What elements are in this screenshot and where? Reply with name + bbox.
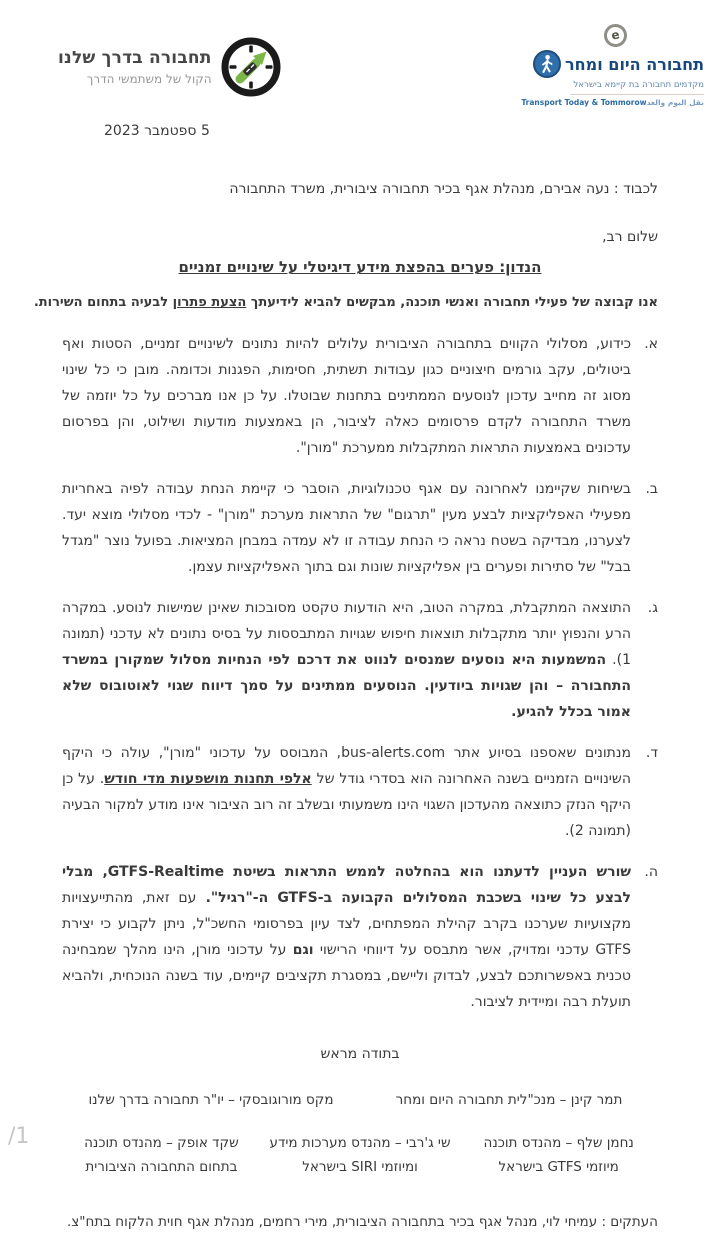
signature-name: נחמן שלף – מהנדס תוכנה	[483, 1135, 634, 1151]
list-item-gimel	[62, 595, 658, 725]
left-logo-text	[58, 48, 212, 86]
signature-name: שקד אופק – מהנדס תוכנה	[84, 1135, 239, 1151]
intro-paragraph: אנו קבוצה של פעילי תחבורה ואנשי תוכנה, מבקשים להביא לידיעתך הצעת פתרון לבעיה בתחום השירות.	[33, 295, 658, 310]
list-item-text: כידוע, מסלולי הקווים בתחבורה הציבורית עלולים להיות נתונים לשינויים זמניים, הסטות ואף ביטולים, עקב גורמים חיצוניים כגון עבודות תשתית, חסימות, הפגנות וכדומה. מובן כי כל שינוי מסוג זה מחייב עדכון לנוסעים הממתינים בתחנות שבוטלו. על כן אנו מברכים על כל יוזמה של משרד התחבורה לקדם פרסומים כאלה לציבור, הן באמצעות מודעות ושילוט, והן בפרסום עדכונים באמצעות התראות המתקבלות ממערכת "מורן".	[62, 336, 631, 456]
list-item-label: א.	[644, 336, 658, 352]
subject-line: הנדון: פערים בהפצת מידע דיגיטלי על שינויים זמניים	[178, 258, 542, 276]
copies-line: העתקים : עמיחי לוי, מנהל אגף בכיר בתחבורה הציבורית, מירי רחמים, מנהלת אגף חוית הלקוח בתח"צ.	[66, 1214, 658, 1230]
list-item-alef	[62, 331, 658, 461]
left-logo-title: תחבורה בדרך שלנו	[58, 48, 212, 68]
pedestrian-icon	[532, 49, 562, 79]
right-logo-tagline	[521, 94, 704, 107]
signature-tamar-kinan: תמר קינן – מנכ"לית תחבורה היום ומחר	[395, 1092, 623, 1108]
list-item-label: ד.	[645, 745, 658, 761]
right-logo-tagline-arabic: نقل اليوم والغد	[646, 98, 704, 107]
signature-shay-jerbi	[261, 1131, 460, 1179]
signature-nachman-shelef	[459, 1131, 658, 1179]
clock-road-arrow-icon	[220, 36, 282, 98]
right-logo-tagline-english: Transport Today & Tommorow	[521, 98, 647, 107]
letter-body	[33, 118, 658, 1235]
greeting-line: שלום רב,	[602, 229, 658, 245]
signature-max-morogovsky: מקס מורוגובסקי – יו"ר תחבורה בדרך שלנו	[88, 1092, 334, 1108]
signature-role: מיוזמי GTFS בישראל	[498, 1159, 619, 1175]
list-item-text: מנתונים שאספנו בסיוע אתר bus-alerts.com, המבוסס על עדכוני "מורן", עולה כי היקף השינויים הזמניים בשנה האחרונה הוא בסדרי גודל של אלפי תחנות מושפעות מדי חודש. על כן היקף הנזק כתוצאה מהעדכון השגוי הינו משמעותי ובשלב זה רוב הציבור אינו מודע למקור הבעיה (תמונה 2).	[62, 745, 631, 839]
signatures-row-1	[62, 1087, 658, 1113]
list-item-label: ג.	[647, 600, 658, 616]
e-emblem-icon: e	[602, 22, 629, 49]
list-item-text: התוצאה המתקבלת, במקרה הטוב, היא הודעות טקסט מסובכות שאינן שמישות לנוסע. במקרה הרע והנפוץ יותר מתקבלות תוצאות חיפוש שגויות המתבססות על בסיס נתונים לא עדכני (תמונה 1). המשמעות היא נוסעים שמנסים לנווט את דרכם לפי הנחיות מסלול שמקורן במשרד התחבורה – והן שגויות ביודעין. הנוסעים ממתינים על סמך דיווח שגוי לאוטובוס שלא אמור בכלל להגיע.	[62, 600, 631, 720]
left-logo-subtitle: הקול של משתמשי הדרך	[86, 72, 212, 86]
recipient-line: לכבוד : נעה אבירם, מנהלת אגף בכיר תחבורה ציבורית, משרד התחבורה	[229, 181, 658, 197]
letterhead-right-logo	[521, 24, 704, 107]
right-logo-subtitle: מקדמים תחבורה בת קיימא בישראל	[573, 80, 704, 90]
letterhead-left-logo	[58, 36, 282, 98]
signatures-row-2	[62, 1131, 658, 1179]
list-item-label: ה.	[644, 864, 658, 880]
signature-shaked-ofek	[62, 1131, 261, 1179]
signature-role: בתחום התחבורה הציבורית	[85, 1159, 238, 1175]
letter-date: 5 ספטמבר 2023	[104, 123, 210, 139]
list-item-bet	[62, 476, 658, 580]
signature-name: שי ג'רבי – מהנדס מערכות מידע	[269, 1135, 451, 1151]
signature-role: ומיוזמי SIRI בישראל	[302, 1159, 418, 1175]
closing-thanks: בתודה מראש	[320, 1046, 400, 1062]
list-item-label: ב.	[645, 481, 658, 497]
right-logo-title-row	[565, 49, 704, 79]
list-item-text: בשיחות שקיימנו לאחרונה עם אגף טכנולוגיות, הוסבר כי קיימת הנחת עבודה לפיה באחריות מפעילי האפליקציות לבצע מעין "תרגום" של התראות מערכת "מורן" - לכדי מסלולי מוצא יעד. לצערנו, מבדיקה בשטח נראה כי הנחת עבודה זו לא עמדה במבחן המציאות. בפועל נוצר "מגדל בבל" של סתירות ופערים בין אפליקציות שונות וגם בתוך האפליקציות עצמן.	[62, 481, 631, 575]
page-number-indicator: /1	[8, 1124, 30, 1149]
list-item-text: שורש העניין לדעתנו הוא בהחלטה לממש התראות בשיטת GTFS-Realtime, מבלי לבצע כל שינוי בשכבת המסלולים הקבועה ב-GTFS ה-"רגיל". עם זאת, מהתייעצויות מקצועיות שערכנו בקרב קהילת המפתחים, לצד עיון בפרסומי החשכ"ל, ניתן לקבוע כי יצירת GTFS עדכני ומדויק, אשר מתבסס על דיווחי הרישוי וגם על עדכוני מורן, הינו מהלך שמבחינה טכנית באפשרותכם לבצע, לבדוק וליישם, במסגרת תקציבים קיימים, עוד בשנה הנוכחית, ולהביא תועלת רבה ומיידית לציבור.	[62, 864, 631, 1010]
list-item-he	[62, 859, 658, 1015]
list-item-dalet	[62, 740, 658, 844]
right-logo-title: תחבורה היום ומחר	[565, 54, 704, 74]
